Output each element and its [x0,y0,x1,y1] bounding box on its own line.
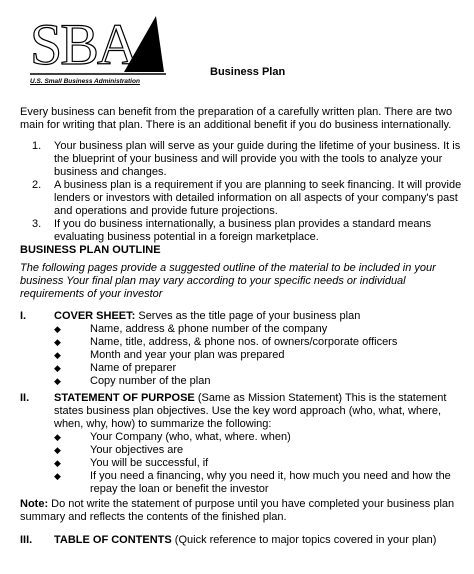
outline-heading: BUSINESS PLAN OUTLINE [20,244,161,256]
reason-number: 3. [32,218,42,230]
list-item: ◆ You will be successful, if [54,457,209,469]
list-item: ◆ Month and year your plan was prepared [54,349,285,361]
section-text: (Same as Mission Statement) This is the statement states business plan objectives. Use the key word approach (who, what, where, when, why, how) to summarize the following: [54,392,447,430]
note-text: Do not write the statement of purpose until you have completed your business plan summary and reflects the contents of the finished plan. [20,498,455,523]
diamond-bullet-icon: ◆ [54,445,61,455]
list-item: ◆ Name of preparer [54,362,177,374]
list-item: ◆ Name, title, address, & phone nos. of owners/corporate officers [54,336,398,348]
section-text: Serves as the title page of your business plan [135,310,361,322]
intro-paragraph: Every business can benefit from the preparation of a carefully written plan. There are two main for writing that plan. There is an additional benefit if you do business internationally. [20,106,453,131]
document-title: Business Plan [210,66,286,78]
section-number: I. [20,310,27,322]
diamond-bullet-icon: ◆ [54,350,61,360]
reason-item [32,140,464,179]
sba-logo-subtitle: U.S. Small Business Administration [30,78,140,85]
reason-number: 1. [32,140,42,152]
bullet-list [54,323,464,388]
list-item: ◆ Name, address & phone number of the company [54,323,328,335]
bullet-list [54,431,464,496]
reason-item [32,179,464,218]
section-number: III. [20,534,33,546]
list-item: ◆ If you need a financing, why you need it, how much you need and how the repay the loan or benefit the investor [54,470,451,495]
reason-text: Your business plan will serve as your guide during the lifetime of your business. It is the blueprint of your business and will provide you with the tools to analyze your business and changes. [54,140,461,178]
section-statement-of-purpose [20,392,464,496]
sba-logo [28,14,168,76]
section-table-of-contents [20,534,464,547]
diamond-bullet-icon: ◆ [54,337,61,347]
section-cover-sheet [20,310,464,388]
reason-number: 2. [32,179,42,191]
section-title: STATEMENT OF PURPOSE [54,392,195,404]
diamond-bullet-icon: ◆ [54,324,61,334]
reason-text: A business plan is a requirement if you are planning to seek financing. It will provide lenders or investors with detailed information on all aspects of your company's past and operations and provide future projections. [54,179,462,217]
section-number: II. [20,392,30,404]
sba-logo-text: SBA [30,14,137,76]
section-title: COVER SHEET: [54,310,136,322]
section-title: TABLE OF CONTENTS [54,534,172,546]
outline-intro: The following pages provide a suggested outline of the material to be included in your business Your final plan may vary according to your specific needs or individual requirements of your investor [20,262,436,300]
note-paragraph [20,498,464,524]
section-text: (Quick reference to major topics covered in your plan) [171,534,437,546]
diamond-bullet-icon: ◆ [54,471,61,481]
list-item: ◆ Copy number of the plan [54,375,211,387]
note-label: Note: [20,498,49,510]
reasons-list [32,140,464,244]
diamond-bullet-icon: ◆ [54,376,61,386]
diamond-bullet-icon: ◆ [54,458,61,468]
diamond-bullet-icon: ◆ [54,432,61,442]
list-item: ◆ Your objectives are [54,444,184,456]
reason-item [32,218,464,244]
document-header [0,0,474,100]
diamond-bullet-icon: ◆ [54,363,61,373]
list-item: ◆ Your Company (who, what, where. when) [54,431,291,443]
reason-text: If you do business internationally, a business plan provides a standard means evaluating business potential in a foreign marketplace. [54,218,432,243]
